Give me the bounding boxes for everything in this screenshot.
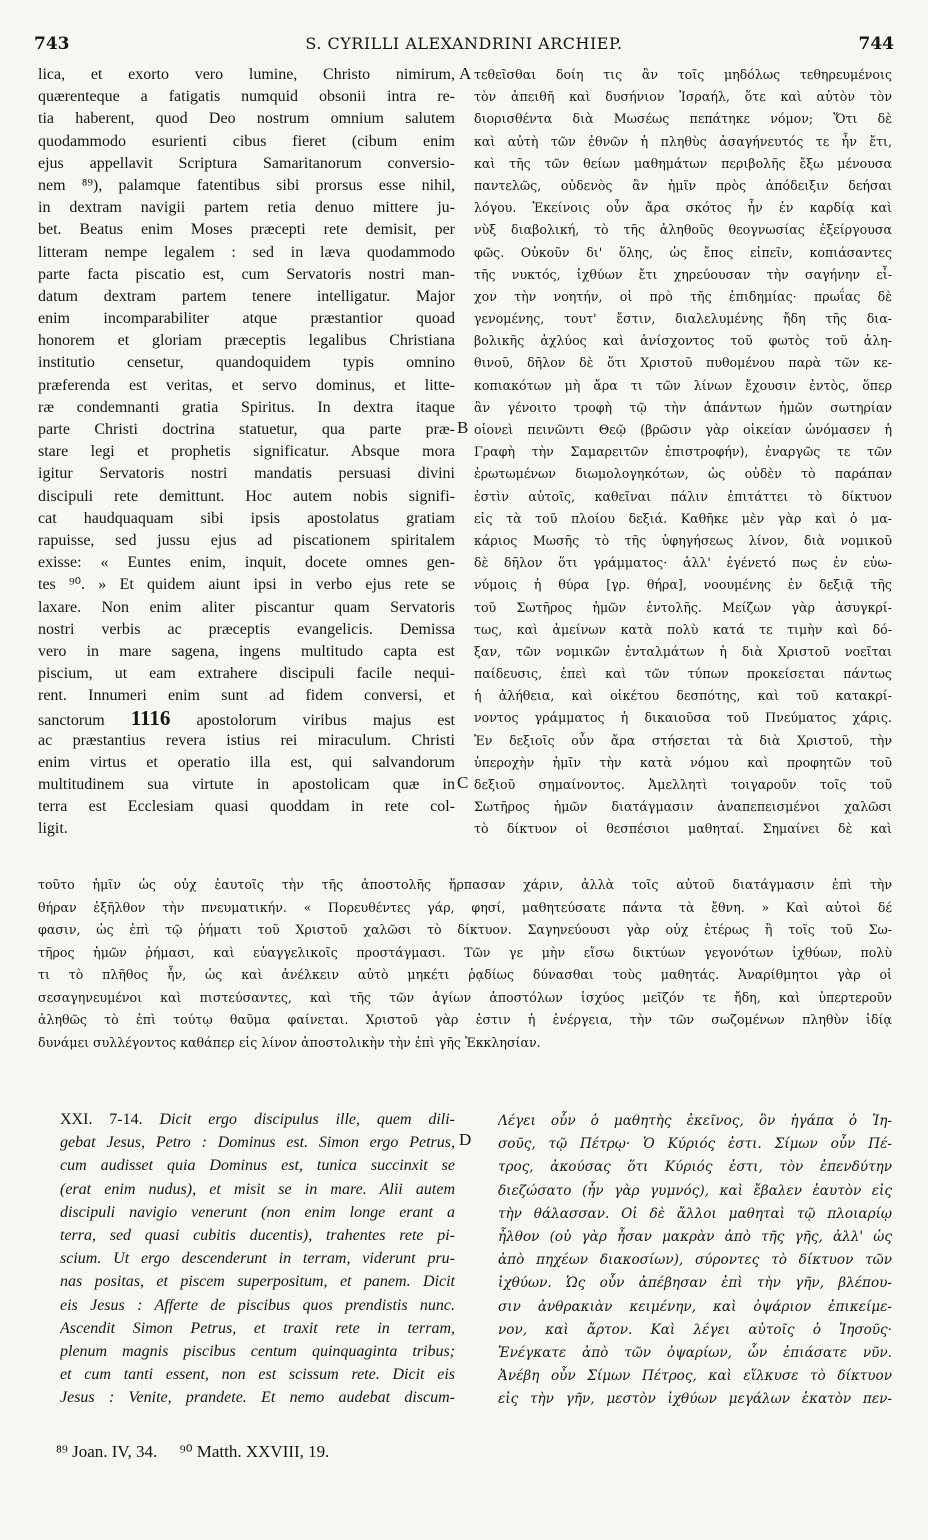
latin-line: præferenda est veritas, et servo dominus, et litte- — [38, 376, 455, 394]
latin-line: quodammodo esurienti cibus fieret (cibum enim — [38, 132, 455, 150]
greek-line: παίδευσις, ἐπεὶ καὶ τῶν τύπων προκείσεται πάντως — [474, 666, 892, 682]
greek-line: κάριος Μωσῆς τὸ τῆς ὑφηγήσεως λίνον, διὰ νομικοῦ — [474, 532, 892, 548]
greek-line: τεθεῖσθαι δοίη τις ἂν τοῖς μηδόλως τεθηρευμένοις — [474, 67, 892, 82]
greek-line: νύμοις ἡ θύρα [γρ. θήρα], νοουμένης ἐν δεξιᾷ τῆς — [474, 577, 892, 593]
footnote-90: ⁹⁰ Matth. XXVIII, 19. — [179, 1442, 330, 1461]
section-marker-d: D — [459, 1130, 472, 1149]
greek-line: τὴν θάλασσαν. Οἱ δὲ ἄλλοι μαθηταὶ τῷ πλοιαρίῳ — [498, 1205, 892, 1222]
latin-line: quærenteque a fatigatis numquid obsonii intra re- — [38, 88, 455, 106]
latin-line: enim incomparabiliter atque præstantior quoad — [38, 310, 455, 328]
greek-line: νον, καὶ ἄρτον. Καὶ λέγει αὐτοῖς ὁ Ἰησοῦς· — [498, 1321, 892, 1338]
latin-line: tes ⁹⁰. » Et quidem aiunt ipsi in verbo ejus rete se — [38, 576, 455, 594]
greek-line: φασιν, ὡς ἐπὶ τῷ ῥήματι τοῦ Χριστοῦ χαλῶσι τὸ δίκτυον. Σαγηνεύουσι γὰρ οὐχ ἑτέρως ἢ τοῖς τοῦ Σω- — [38, 922, 892, 937]
latin-line: tia haberent, quod Deo nostrum omnium salutem — [38, 110, 455, 128]
greek-line: ξαν, τῶν νομικῶν ἐνταλμάτων ἡ διὰ Χριστοῦ νοεῖται — [474, 643, 892, 659]
latin-line: bet. Beatus enim Moses præcepti rete demisit, per — [38, 221, 455, 239]
greek-line: τῆρος ἡμῶν ῥήμασι, καὶ εὐαγγελικοῖς προστάγμασι. Τῶν γε μὴν εἴσω δικτύων γεγονότων ἰχθύων, πολὺ — [38, 944, 892, 960]
greek-line: χον τὴν νοητήν, οἱ πρὸ τῆς ἐπιδημίας· πρωΐας δὲ — [474, 288, 892, 304]
greek-line: φῶς. Οὐκοῦν δι' ὅλης, ὡς ἔπος εἰπεῖν, κοπιάσαντες — [474, 244, 892, 260]
latin-line: exisse: « Euntes enim, inquit, docete omnes gen- — [38, 554, 455, 572]
greek-line: τι τὸ πλῆθος ἦν, ὡς καὶ ἀνέλκειν αὐτὸ μηκέτι ῥᾳδίως δύνασθαι τοὺς μαθητάς. Ἀναρίθμητοι γὰρ οἱ — [38, 967, 892, 982]
greek-line: Γραφὴ τὴν Σαμαρειτῶν ἐπιστροφήν), ἐναργῶς τε τῶν — [474, 444, 892, 460]
greek-column-bottom — [498, 1110, 892, 1411]
latin-line: rent. Innumeri enim sunt ad fidem conversi, et — [38, 687, 455, 705]
latin-line: honorem et gloriam præceptis legalibus Christiana — [38, 332, 455, 350]
latin-line: eis Jesus : Afferte de piscibus quos prendistis nunc. — [60, 1296, 455, 1314]
latin-line: ligit. — [38, 820, 68, 838]
latin-text: apostolorum viribus majus est — [196, 712, 455, 730]
latin-text: sanctorum — [38, 712, 105, 730]
greek-line: ἰχθύων. Ὡς οὖν ἀπέβησαν ἐπὶ τὴν γῆν, βλέπου- — [498, 1275, 892, 1292]
latin-line: lica, et exorto vero lumine, Christo nimirum, — [38, 66, 455, 83]
greek-line: Ἐνέγκατε ἀπὸ τῶν ὀψαρίων, ὧν ἐπιάσατε νῦν. — [498, 1344, 892, 1361]
latin-line: datum dextram partem tenere intelligatur. Major — [38, 287, 455, 305]
greek-line: γενομένης, τουτ' ἔστιν, διαλελυμένης ἤδη τῆς δια- — [474, 311, 892, 327]
latin-text: Dicit ergo discipulus ille, quem dili- — [159, 1111, 455, 1128]
greek-line: ὑπεροχὴν ἡμῖν τὴν κατὰ νόμου καὶ προφητῶν τοῦ — [474, 754, 892, 770]
greek-line: ἀληθῶς τὸ ἐπὶ τούτῳ θαῦμα φαίνεται. Χριστοῦ γὰρ ἐστιν ἡ ἐνέργεια, τὴν τῶν σωζομένων πληθὺν ἰδίᾳ — [38, 1012, 892, 1027]
latin-line: (erat enim nudus), et misit se in mare. Alii autem — [60, 1180, 455, 1198]
greek-line: εἰς τὴν γῆν, μεστὸν ἰχθύων μεγάλων ἑκατὸν πεν- — [498, 1391, 892, 1408]
latin-line: scium. Ut ergo descenderunt in terram, viderunt pru- — [60, 1250, 455, 1268]
greek-line: τὸ δίκτυον οἱ θεσπέσιοι μαθηταί. Σημαίνει δὲ καὶ — [474, 821, 892, 837]
latin-line: parte facta piscatio est, cum Servatoris nostri man- — [38, 265, 455, 283]
latin-line: discipuli rete demittunt. Hoc autem nobis signifi- — [38, 487, 455, 505]
running-header — [34, 34, 894, 58]
latin-line: ejus appellavit Scriptura Samaritanorum conversio- — [38, 154, 455, 172]
latin-line: nem ⁸⁹), palamque fatentibus sibi prorsus esse nihil, — [38, 176, 455, 194]
greek-line: δυνάμει συλλέγοντος καθάπερ εἰς λίνον ἀποστολικὴν τὴν ἐπὶ γῆς Ἐκκλησίαν. — [38, 1034, 541, 1050]
greek-line: θινοῦ, δῆλον δὲ ὅτι Χριστοῦ πυθομένου παρὰ τῶν κε- — [474, 355, 892, 371]
greek-line: τῆς νυκτός, ἰχθύων ἔτι χηρεύουσαν τὴν σαγήνην εἶ- — [474, 266, 892, 282]
section-marker-c: C — [457, 773, 469, 792]
chapter-verse-label: XXI. 7-14. — [60, 1111, 143, 1128]
greek-line: καὶ τῆς τῶν θείων μαθημάτων περιβολῆς ἔξω μένουσα — [474, 155, 892, 171]
greek-full-width-paragraph — [38, 874, 892, 1054]
greek-line: σιν ἀνθρακιὰν κειμένην, καὶ ὀψάριον ἐπικείμε- — [498, 1298, 892, 1315]
latin-line: cat haudquaquam sibi ipsis apostolatus gratiam — [38, 509, 455, 527]
greek-line: ἦλθον (οὐ γὰρ ἦσαν μακρὰν ἀπὸ τῆς γῆς, ἀλλ' ὡς — [498, 1228, 892, 1245]
latin-line: stare legi et prophetis significatur. Absque mora — [38, 443, 455, 461]
greek-line: διεζώσατο (ἦν γὰρ γυμνός), καὶ ἔβαλεν ἑαυτὸν εἰς — [498, 1182, 892, 1199]
greek-line: νοντος γράμματος ἡ δικαιοῦσα τοῦ Πνεύματος χάρις. — [474, 710, 892, 726]
section-marker-a: A — [459, 64, 472, 83]
latin-line: institutio censetur, quandoquidem typis omnino — [38, 354, 455, 372]
greek-line: οἱονεὶ πεινῶντι Θεῷ (βρῶσιν γὰρ οἰκείαν ὠνόμασεν ἡ — [474, 422, 892, 437]
latin-line-with-column-number — [38, 707, 455, 729]
latin-column-top — [38, 64, 455, 841]
right-page-number: 744 — [858, 34, 894, 54]
latin-line: et cum tanti essent, non est scissum rete. Dicit eis — [60, 1366, 455, 1384]
latin-line: laxare. Non enim aliter piscantur quam Servatoris — [38, 598, 455, 616]
latin-line: enim virtus et operatio illa est, qui salvandorum — [38, 753, 455, 771]
greek-line: θήραν ἐξῆλθον τὴν πνευματικήν. « Πορευθέντες γάρ, φησί, μαθητεύσατε πάντα τὰ ἔθνη. » Καὶ αὐτοὶ δέ — [38, 899, 892, 915]
greek-line: καὶ αὐτὴ τῶν ἐθνῶν ἡ πληθὺς ἀσαγήνευτός τε ἦν ἔτι, — [474, 133, 892, 149]
latin-line: multitudinem sua virtute in apostolicam quæ in — [38, 776, 455, 793]
greek-line: τρος, ἀκούσας ὅτι Κύριός ἐστι, τὸν ἐπενδύτην — [498, 1159, 892, 1176]
latin-line: cum audisset quia Dominus est, tunica succinxit se — [60, 1157, 455, 1175]
latin-line: in dextram navigii partem retia denuo mittere ju- — [38, 199, 455, 217]
greek-line: σεσαγηνευμένοι καὶ πιστεύσαντες, καὶ τῆς τῶν ἁγίων ἀποστόλων ἰσχύος μεῖζόν τε ἤδη, καὶ ὑπερτεροῦν — [38, 989, 892, 1005]
latin-line: terra est Ecclesiam quasi quoddam in rete col- — [38, 798, 455, 816]
latin-line: rapuisse, sed jussu ejus ad piscationem spiritalem — [38, 531, 455, 549]
latin-line: Jesus : Venite, prandete. Et nemo audebat discum- — [60, 1389, 455, 1407]
greek-line: νὺξ διαβολική, τὸ τῆς ἀληθοῦς θεογνωσίας ἐξείργουσα — [474, 222, 892, 238]
greek-line: δὲ δῆλον ὅτι γράμματος· ἀλλ' ἐγένετό πως ἐν εὐω- — [474, 555, 892, 571]
latin-column-bottom — [60, 1108, 455, 1409]
greek-line: ἡ ἀλήθεια, καὶ οἰκέτου δεσπότης, καὶ τοῦ κατακρί- — [474, 688, 892, 704]
greek-line: Ἀνέβη οὖν Σίμων Πέτρος, καὶ εἵλκυσε τὸ δίκτυον — [498, 1368, 892, 1385]
latin-line: discipuli navigio venerunt (non enim longe erant a — [60, 1203, 455, 1221]
latin-line: ræ condemnanti gratia Spiritus. In dextra itaque — [38, 398, 455, 416]
greek-line: Λέγει οὖν ὁ μαθητὴς ἐκεῖνος, ὃν ἠγάπα ὁ Ἰη- — [498, 1113, 892, 1129]
latin-line: piscium, ut eam extrahere discipuli facile nequi- — [38, 665, 455, 683]
latin-line: plenum magnis piscibus centum quinquaginta tribus; — [60, 1342, 455, 1360]
migne-column-number: 1116 — [130, 707, 171, 730]
greek-line: διορισθέντα διὰ Μωσέως πεπάτηκε νόμον; Ὅτι δὲ — [474, 111, 892, 127]
latin-line: terra, sed quasi cubitis ducentis), trahentes rete pi- — [60, 1226, 455, 1244]
greek-line: δεξιοῦ σημαίνοντος. Ἀμελλητὶ τοιγαροῦν τοῖς τοῦ — [474, 777, 892, 792]
latin-line: parte Christi doctrina statuetur, qua parte præ- — [38, 421, 455, 438]
greek-line: εἰς τὰ τοῦ πλοίου δεξιά. Καθῆκε μὲν γὰρ καὶ ὁ μα- — [474, 510, 892, 526]
latin-line: nostri verbis ac præceptis evangelicis. Demissa — [38, 620, 455, 638]
greek-line: τοῦτο ἡμῖν ὡς οὐχ ἑαυτοῖς τὴν τῆς ἀποστολῆς ἥρπασαν χάριν, ἀλλὰ τοῖς αὐτοῦ διατάγμασιν ἐπὶ τὴν — [38, 877, 892, 892]
greek-line: τοῦ Σωτῆρος ἡμῶν ἐντολῆς. Μείζων γὰρ ἀσυγκρί- — [474, 599, 892, 615]
latin-line: igitur Servatoris nostri mandatis persuasi divini — [38, 465, 455, 483]
greek-line: ἀπὸ πηχέων διακοσίων), σύροντες τὸ δίκτυον τῶν — [498, 1252, 892, 1269]
latin-line: vero in mare sagena, ingens multitudo capta est — [38, 642, 455, 660]
left-page-number: 743 — [34, 34, 70, 54]
latin-bottom-first-line — [60, 1108, 455, 1131]
greek-line: Ἐν δεξιοῖς οὖν ἄρα στήσεται τὰ διὰ Χριστοῦ, τὴν — [474, 732, 892, 748]
greek-line: τως, καὶ ἀμείνων κατὰ πολὺ κατά τε τιμὴν καὶ δό- — [474, 621, 892, 637]
footnote-89: ⁸⁹ Joan. IV, 34. — [56, 1442, 158, 1461]
greek-line: ἐστὶν αὐτοῖς, καθεῖναι πάλιν ἐπιτάττει τὸ δίκτυον — [474, 488, 892, 504]
greek-column-top — [474, 64, 892, 841]
greek-line: κοπιακότων μὴ ἄρα τι τῶν λίνων ἔχουσιν ἐντὸς, ὅπερ — [474, 377, 892, 393]
greek-line: ἂν γένοιτο τροφὴ τῷ τὴν ἁπάντων ἡμῶν σωτηρίαν — [474, 399, 892, 415]
latin-line: gebat Jesus, Petro : Dominus est. Simon ergo Petrus, — [60, 1134, 455, 1152]
greek-line: παντελῶς, οὐδενὸς ἂν ἡμῖν πρὸς ἀπόδειξιν δεήσαι — [474, 177, 892, 193]
latin-line: Ascendit Simon Petrus, et traxit rete in terram, — [60, 1319, 455, 1337]
greek-line: ἐρωτωμένων διωμολογηκότων, ὡς οὐδὲν τὸ παράπαν — [474, 466, 892, 482]
section-marker-b: B — [457, 418, 469, 437]
greek-line: βολικῆς ἀχλύος καὶ ἀνίσχοντος τοῦ φωτὸς τοῦ ἀλη- — [474, 333, 892, 349]
running-title: S. CYRILLI ALEXANDRINI ARCHIEP. — [305, 34, 623, 53]
latin-line: nas positas, et piscem superpositum, et panem. Dicit — [60, 1273, 455, 1291]
footnotes — [56, 1442, 329, 1462]
greek-line: Σωτῆρος ἡμῶν διατάγμασιν ἀναπεπεισμένοι χαλῶσι — [474, 799, 892, 815]
latin-line: litteram nempe legalem : sed in læva quodammodo — [38, 243, 455, 261]
latin-line: ac præstantius revera istius rei miraculum. Christi — [38, 731, 455, 749]
greek-line: λόγου. Ἐκείνοις οὖν ἄρα σκότος ἦν ἐν καρδίᾳ καὶ — [474, 200, 892, 216]
greek-line: τὸν ἀπειθῆ καὶ δυσήνιον Ἰσραήλ, ὅτε καὶ αὐτὸν τὸν — [474, 89, 892, 105]
greek-line: σοῦς, τῷ Πέτρῳ· Ὁ Κύριός ἐστι. Σίμων οὖν Πέ- — [498, 1136, 892, 1153]
